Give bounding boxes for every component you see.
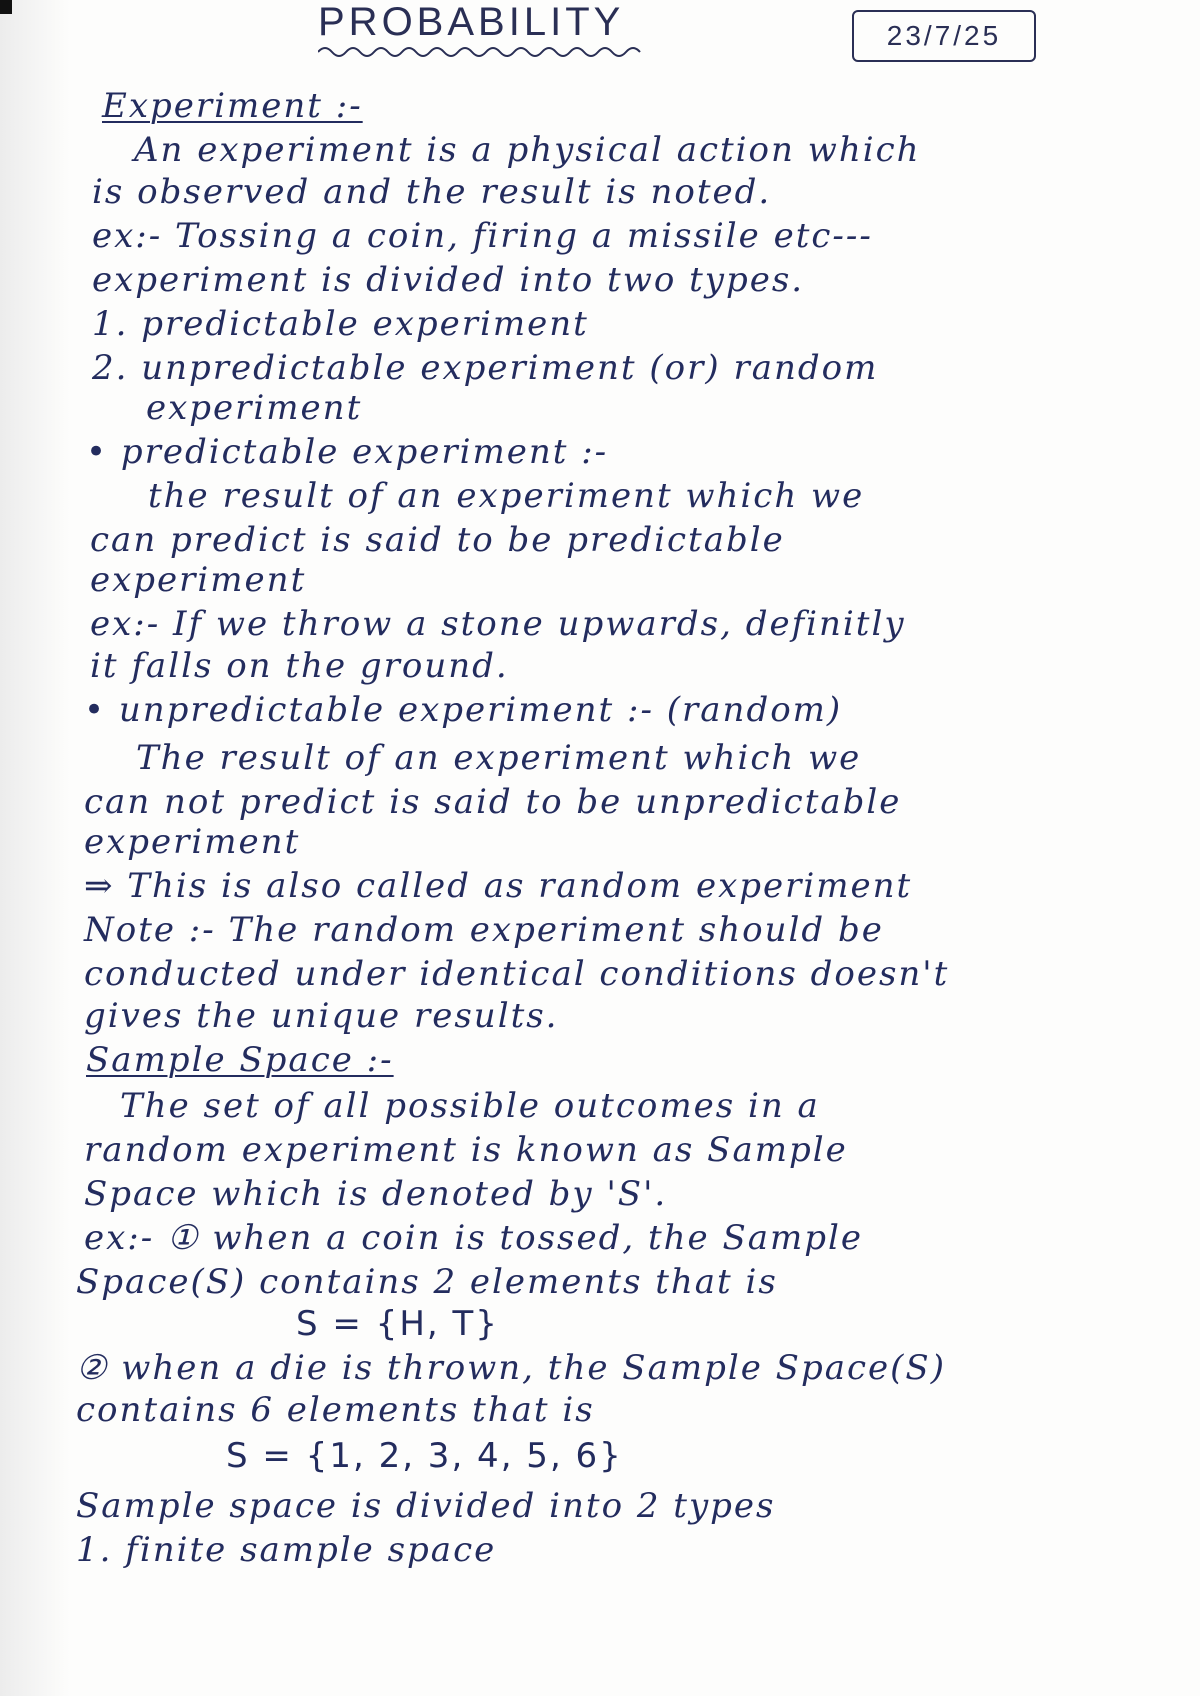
text-line: experiment — [146, 388, 363, 428]
text-line: conducted under identical conditions doesn't — [84, 954, 950, 994]
example-line: ex:- ① when a coin is tossed, the Sample — [84, 1218, 864, 1258]
text-line: contains 6 elements that is — [76, 1390, 595, 1430]
text-line: The set of all possible outcomes in a — [120, 1086, 820, 1126]
text-line: The result of an experiment which we — [136, 738, 862, 778]
text-line: gives the unique results. — [84, 996, 559, 1036]
text-line: can not predict is said to be unpredictable — [84, 782, 902, 822]
page-shadow — [0, 0, 70, 1696]
example-line: ② when a die is thrown, the Sample Space(S) — [76, 1348, 946, 1388]
text-line: Space which is denoted by 'S'. — [84, 1174, 668, 1214]
text-line: Sample space is divided into 2 types — [76, 1486, 776, 1526]
text-line: Space(S) contains 2 elements that is — [76, 1262, 778, 1302]
heading-unpredictable-experiment: • unpredictable experiment :- (random) — [84, 690, 843, 730]
text-line: experiment is divided into two types. — [92, 260, 805, 300]
text-line: is observed and the result is noted. — [92, 172, 772, 212]
page-title: PROBABILITY — [318, 0, 625, 44]
text-line: it falls on the ground. — [90, 646, 509, 686]
heading-experiment: Experiment :- — [102, 86, 363, 126]
list-item: 2. unpredictable experiment (or) random — [92, 348, 879, 388]
text-line: the result of an experiment which we — [148, 476, 865, 516]
heading-sample-space: Sample Space :- — [86, 1040, 394, 1080]
list-item: 1. finite sample space — [76, 1530, 497, 1570]
list-item: 1. predictable experiment — [92, 304, 589, 344]
text-line: ⇒ This is also called as random experiment — [84, 866, 913, 906]
text-line: ex:- Tossing a coin, firing a missile etc--- — [92, 216, 873, 256]
set-die: S = {1, 2, 3, 4, 5, 6} — [226, 1436, 623, 1476]
text-line: An experiment is a physical action which — [134, 130, 921, 170]
note-line: Note :- The random experiment should be — [84, 910, 884, 950]
text-line: experiment — [90, 560, 307, 600]
heading-predictable-experiment: • predictable experiment :- — [86, 432, 609, 472]
corner-mark — [0, 0, 12, 14]
date-box: 23/7/25 — [852, 10, 1036, 62]
text-line: experiment — [84, 822, 301, 862]
text-line: ex:- If we throw a stone upwards, definitly — [90, 604, 906, 644]
title-wavy-underline — [318, 44, 648, 58]
set-coin: S = {H, T} — [296, 1304, 499, 1344]
text-line: random experiment is known as Sample — [84, 1130, 848, 1170]
text-line: can predict is said to be predictable — [90, 520, 785, 560]
